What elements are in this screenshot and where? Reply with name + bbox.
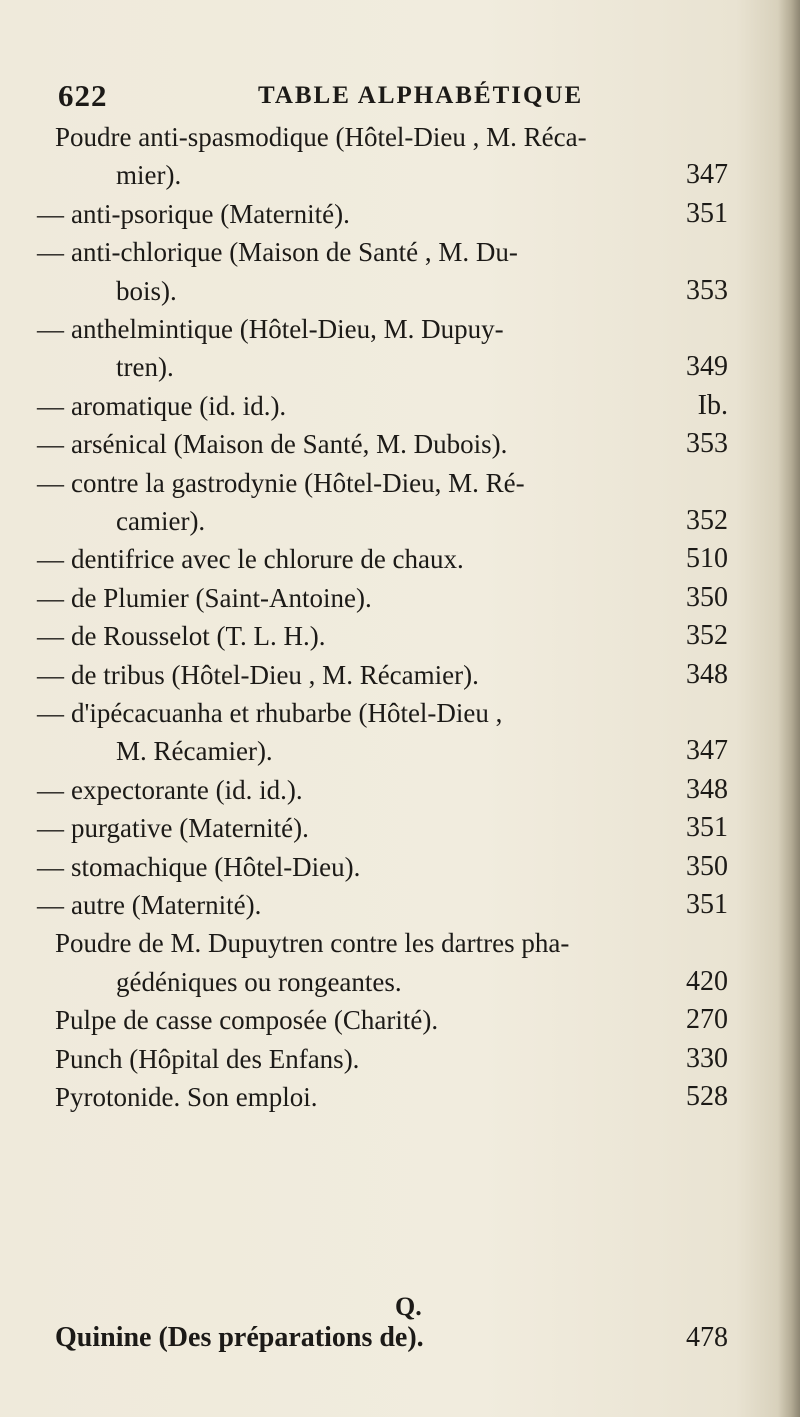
index-entry	[37, 809, 309, 847]
entry-text: mier).	[116, 160, 182, 191]
repeat-dash: —	[37, 774, 64, 805]
entry-text: dentifrice avec le chlorure de chaux.	[71, 544, 464, 575]
index-entry	[37, 195, 350, 233]
entry-page-number: 347	[686, 159, 728, 191]
index-entry	[55, 1001, 438, 1039]
entry-text: tren).	[116, 352, 174, 383]
entry-text: anti-psorique (Maternité).	[71, 198, 350, 229]
running-title: TABLE ALPHABÉTIQUE	[258, 82, 584, 109]
entry-text: Punch (Hôpital des Enfans).	[55, 1043, 360, 1074]
index-entry	[55, 924, 569, 962]
entry-page-number: 347	[686, 735, 728, 767]
entry-page-number: 348	[686, 773, 728, 805]
entry-text: bois).	[116, 275, 177, 306]
entry-text: Poudre anti-spasmodique (Hôtel-Dieu , M. Réca-	[55, 122, 587, 152]
entry-page-number: 528	[686, 1081, 728, 1112]
entry-page-number: 351	[686, 812, 728, 844]
entry-text: Quinine (Des préparations de).	[55, 1322, 424, 1353]
index-entry	[37, 464, 525, 502]
entry-page-number: Ib.	[697, 389, 728, 421]
index-entry	[116, 156, 181, 194]
entry-page-number: 352	[686, 505, 728, 536]
entry-text: gédéniques ou rongeantes.	[116, 966, 402, 997]
entry-text: de Plumier (Saint-Antoine).	[71, 582, 372, 613]
repeat-dash: —	[37, 890, 64, 920]
page-number: 622	[58, 78, 108, 113]
repeat-dash: —	[37, 429, 64, 460]
entry-page-number: 270	[686, 1004, 728, 1036]
entry-text: contre la gastrodynie (Hôtel-Dieu, M. Ré-	[71, 467, 525, 498]
repeat-dash: —	[37, 544, 64, 575]
entry-text: purgative (Maternité).	[71, 813, 309, 844]
entry-page-number: 350	[686, 581, 728, 613]
entry-text: de tribus (Hôtel-Dieu , M. Récamier).	[71, 659, 479, 690]
index-entry	[37, 886, 261, 924]
entry-text: aromatique (id. id.).	[71, 390, 287, 421]
index-entry	[37, 387, 286, 425]
index-entry	[37, 656, 479, 694]
entry-text: stomachique (Hôtel-Dieu).	[71, 851, 361, 882]
index-entry	[37, 425, 507, 463]
entry-text: Pyrotonide. Son emploi.	[55, 1082, 318, 1112]
entry-text: de Rousselot (T. L. H.).	[71, 621, 326, 652]
entry-page-number: 351	[686, 889, 728, 920]
repeat-dash: —	[37, 813, 64, 844]
page-header	[58, 78, 740, 118]
index-entry	[55, 1078, 318, 1116]
repeat-dash: —	[37, 198, 64, 229]
index-entry	[116, 272, 177, 310]
entry-page-number: 351	[686, 197, 728, 229]
entry-text: arsénical (Maison de Santé, M. Dubois).	[71, 429, 508, 460]
repeat-dash: —	[37, 467, 64, 498]
entry-text: anti-chlorique (Maison de Santé , M. Du-	[71, 237, 518, 268]
entry-text: anthelmintique (Hôtel-Dieu, M. Dupuy-	[71, 314, 504, 344]
entry-text: Pulpe de casse composée (Charité).	[55, 1005, 439, 1036]
entry-text: d'ipécacuanha et rhubarbe (Hôtel-Dieu ,	[71, 698, 503, 728]
index-entry	[37, 771, 303, 809]
repeat-dash: —	[37, 390, 64, 421]
entry-page-number: 478	[686, 1322, 728, 1353]
repeat-dash: —	[37, 659, 64, 690]
entry-text: Poudre de M. Dupuytren contre les dartres pha-	[55, 928, 570, 959]
index-entry	[116, 732, 273, 770]
entry-page-number: 510	[686, 543, 728, 575]
repeat-dash: —	[37, 237, 64, 268]
index-entry	[37, 694, 502, 732]
entry-page-number: 420	[686, 965, 728, 997]
page-gutter-shadow	[778, 0, 800, 1417]
entry-page-number: 350	[686, 850, 728, 882]
entry-page-number: 353	[686, 274, 728, 306]
section-letter: Q.	[395, 1292, 422, 1321]
index-entry	[37, 848, 360, 886]
index-entry	[37, 310, 504, 348]
repeat-dash: —	[37, 698, 64, 728]
index-entry	[55, 1040, 359, 1078]
index-entry	[37, 233, 518, 271]
index-entry	[55, 1318, 728, 1358]
entry-page-number: 348	[686, 658, 728, 690]
entry-page-number: 352	[686, 620, 728, 652]
repeat-dash: —	[37, 621, 64, 652]
index-entry	[55, 118, 587, 156]
index-entry	[116, 502, 205, 540]
repeat-dash: —	[37, 582, 64, 613]
index-entry	[37, 540, 464, 578]
index-entry	[116, 348, 174, 386]
entry-text: camier).	[116, 506, 206, 536]
entry-page-number: 330	[686, 1042, 728, 1074]
index-entry	[37, 579, 372, 617]
entry-text: autre (Maternité).	[71, 890, 262, 920]
entry-text: M. Récamier).	[116, 736, 273, 767]
repeat-dash: —	[37, 314, 64, 344]
entry-text: expectorante (id. id.).	[71, 774, 303, 805]
repeat-dash: —	[37, 851, 64, 882]
index-entry	[37, 617, 325, 655]
index-entry	[116, 963, 402, 1001]
entry-page-number: 349	[686, 351, 728, 383]
entry-page-number: 353	[686, 428, 728, 460]
